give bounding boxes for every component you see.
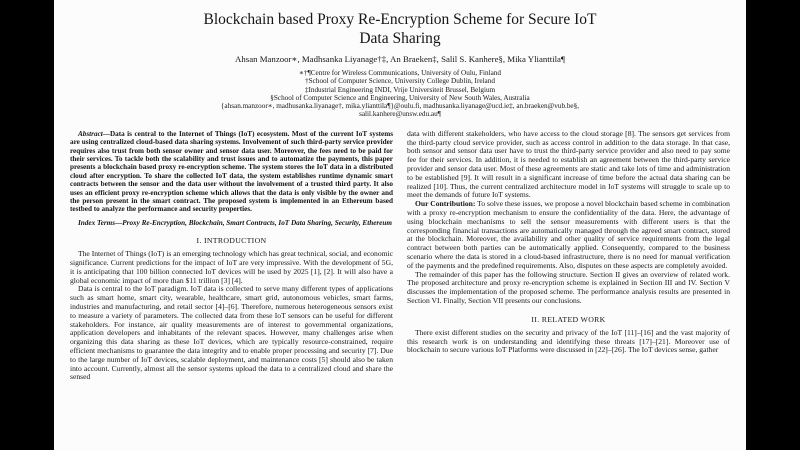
right-column — [407, 130, 730, 382]
paper-page — [54, 0, 746, 450]
index-terms-text: Proxy Re-Encryption, Blockchain, Smart Contracts, IoT Data Sharing, Security, Ethereum — [122, 218, 392, 227]
affiliation-line: †School of Computer Science, University College Dublin, Ireland — [305, 77, 495, 86]
abstract-paragraph — [70, 130, 393, 214]
affiliation-line: ∗†¶Centre for Wireless Communications, University of Oulu, Finland — [299, 69, 501, 77]
paper-structure-paragraph: The remainder of this paper has the following structure. Section II gives an overview of related work. The proposed architecture and proxy re-encryption scheme is explained in Section III and IV. Section V discusses the implementation of the proposed scheme. The performance analysis results are presented in Section VI. Finally, Section VII presents our conclusions. — [407, 269, 730, 305]
email-line: {ahsan.manzoor∗, madhusanka.liyanage†, mika.ylianttila¶}@oulu.fi, madhusanka.liyanage@ucd.ie‡, an.braeken@vub.be§, — [220, 102, 580, 111]
intro-paragraph-1: The Internet of Things (IoT) is an emerging technology which has great technical, social, and economic significance. Current predictions for the impact of IoT are very impressive. With the development of 5G, it is anticipating that 100 billion connected IoT devices will be used by 2025 [1], [2]. It will also have a global economic impact of more than $11 trillion [3] [4]. — [70, 249, 393, 285]
contribution-paragraph — [407, 200, 730, 270]
affiliations-block — [70, 69, 730, 119]
abstract-label: Abstract— — [78, 129, 110, 138]
affiliation-line: ‡Industrial Engineering INDI, Vrije Universiteit Brussel, Belgium — [304, 85, 496, 94]
related-work-paragraph: There exist different studies on the security and privacy of the IoT [11]–[16] and the vast majority of this research work is on understanding and identifying these threats [17]–[21]. Moreover use of blockchain to secure various IoT Platforms were discussed in [22]–[26]. The IoT devices sense, gather — [407, 327, 730, 355]
left-column — [70, 130, 393, 382]
section-heading-introduction: I. INTRODUCTION — [196, 236, 267, 246]
contribution-label: Our Contribution: — [415, 199, 476, 209]
intro-paragraph-2: Data is central to the IoT paradigm. IoT data is collected to serve many different types of applications such as smart home, smart city, wearable, healthcare, smart grid, autonomous vehicles, smart farms, industries and manufacturing, and retail sector [4]–[6]. Therefore, numerous heterogeneous sensors exist to measure a variety of parameters. The collected data from these IoT sensors can be useful for different stakeholders. For instance, air quality measurements are of interest to governmental organizations, application developers and inhabitants of the relevant spaces. However, many challenges arise when organizing this data sharing as these IoT devices, which are typically resource-constrained, require efficient mechanisms to guarantee the data integrity and to enable proper processing and security [7]. Due to the large number of IoT devices, scalable deployment, and maintenance costs [5] should also be taken into account. Currently, almost all the sensor systems upload the data to a centralized cloud and share the sensed — [70, 284, 393, 382]
affiliation-line: §School of Computer Science and Engineering, University of New South Wales, Australia — [270, 93, 530, 102]
two-column-body — [70, 130, 730, 382]
section-heading-related-work: II. RELATED WORK — [531, 314, 606, 324]
index-terms-paragraph — [70, 219, 393, 227]
email-line: salil.kanhere@unsw.edu.au¶ — [359, 110, 441, 119]
authors-line: Ahsan Manzoor∗, Madhsanka Liyanage†‡, An Braeken‡, Salil S. Kanhere§, Mika Ylianttila¶ — [235, 54, 565, 64]
abstract-text: Data is central to the Internet of Things (IoT) ecosystem. Most of the current IoT systems are using centralized cloud-based data sharing systems. Involvement of such third-party service provider requires also trust from both sensor owner and sensor data user. Moreover, the fees need to be paid for their services. To tackle both the scalability and trust issues and to automatize the payments, this paper presents a blockchain based proxy re-encryption scheme. The system stores the IoT data in a distributed cloud after encryption. To share the collected IoT data, the system establishes runtime dynamic smart contracts between the sensor and the data user without the involvement of a trusted third party. It also uses an efficient proxy re-encryption scheme which allows that the data is only visible by the owner and the person present in the smart contract. The proposed system is implemented in an Ethereum based testbed to analyze the performance and security properties. — [70, 129, 393, 214]
paper-title: Blockchain based Proxy Re-Encryption Scheme for Secure IoT Data Sharing — [203, 11, 597, 47]
index-terms-label: Index Terms— — [78, 218, 123, 227]
contribution-text: To solve these issues, we propose a novel blockchain based scheme in combination with a proxy re-encryption mechanism to ensure the confidentiality of the data. Here, the advantage of using blockchain mechanisms to sell the sensor measurements with different users is that the corresponding financial transactions are automatically managed through the agreed smart contract, stored at the blockchain. Moreover, the availability and other quality of service requirements from the legal contract between both parties can be automatically applied. Consequently, compared to the business scenario where the data is stored in a cloud-based infrastructure, there is no need for manual verification of the payments and the predefined requirements. Also, disputes on these aspects are completely avoided. — [407, 199, 730, 270]
continuation-paragraph: data with different stakeholders, who have access to the cloud storage [8]. The sensors get services from the third-party cloud service provider, such as access control in addition to the data storage. In that case, both sensor and sensor data user have to trust the third-party service provider and also need to pay some fee for their services. In addition, it is needed to establish an agreement between the third-party service provider and sensor data user. Most of these agreements are static and take lots of time and administration to be established [9]. It will result in a significant increase of time before the actual data sharing can be realized [10]. Thus, the current centralized architecture model in IoT systems will struggle to scale up to meet the demands of future IoT systems. — [407, 128, 730, 200]
